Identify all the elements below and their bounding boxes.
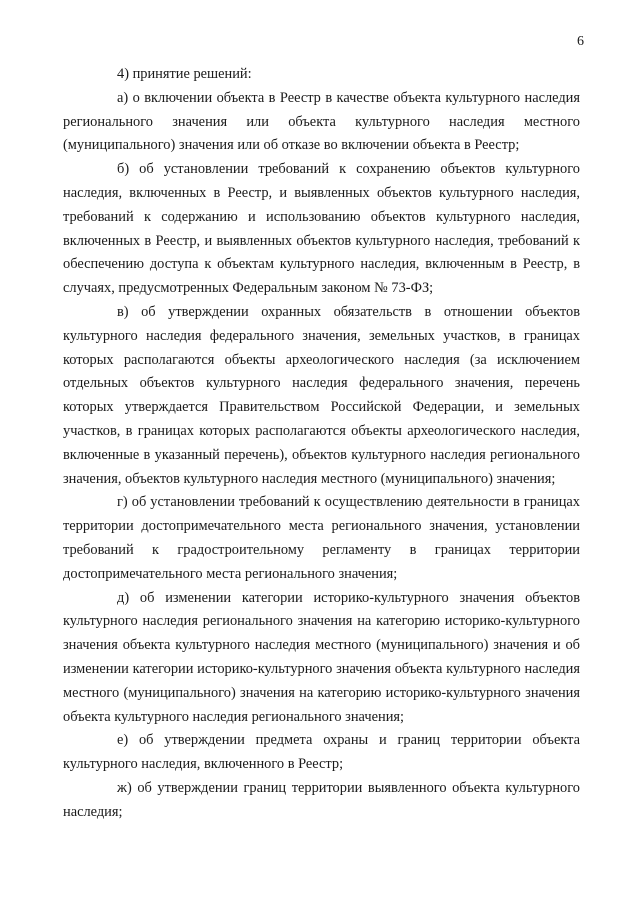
paragraph-item-g: г) об установлении требований к осуществлению деятельности в границах территории достопримечательного места регионального значения, установлении требований к градостроительному регламенту в границах территории достопримечательного места регионального значения; [63, 494, 580, 582]
paragraph-decisions-heading: 4) принятие решений: [117, 66, 252, 82]
document-body [63, 63, 580, 825]
paragraph-item-d: д) об изменении категории историко-культурного значения объектов культурного наследия регионального значения на категорию историко-культурного значения объекта культурного наследия местного (муниципального) значения и об изменении категории историко-культурного значения объекта культурного наследия местного (муниципального) значения на категорию историко-культурного значения объекта культурного наследия регионального значения; [63, 589, 580, 725]
page-number: 6 [577, 34, 584, 49]
paragraph-item-b: б) об установлении требований к сохранению объектов культурного наследия, включенных в Реестр, и выявленных объектов культурного наследия, требований к содержанию и использованию объектов культурного наследия, включенных в Реестр, и выявленных объектов культурного наследия, требований к обеспечению доступа к объектам культурного наследия, включенным в Реестр, в случаях, предусмотренных Федеральным законом № 73-ФЗ; [63, 161, 580, 297]
paragraph-item-e: е) об утверждении предмета охраны и границ территории объекта культурного наследия, включенного в Реестр; [63, 732, 580, 773]
paragraph-item-a: а) о включении объекта в Реестр в качестве объекта культурного наследия регионального значения или объекта культурного наследия местного (муниципального) значения или об отказе во включении объекта в Реестр; [63, 89, 580, 154]
paragraph-item-v: в) об утверждении охранных обязательств в отношении объектов культурного наследия федерального значения, земельных участков, в границах которых располагаются объекты археологического наследия (за исключением отдельных объектов культурного наследия федерального значения, перечень которых утверждается Правительством Российской Федерации, и земельных участков, в границах которых располагаются объекты археологического наследия, включенные в указанный перечень), объектов культурного наследия регионального значения, объектов культурного наследия местного (муниципального) значения; [63, 303, 580, 487]
paragraph-item-zh: ж) об утверждении границ территории выявленного объекта культурного наследия; [63, 779, 580, 820]
